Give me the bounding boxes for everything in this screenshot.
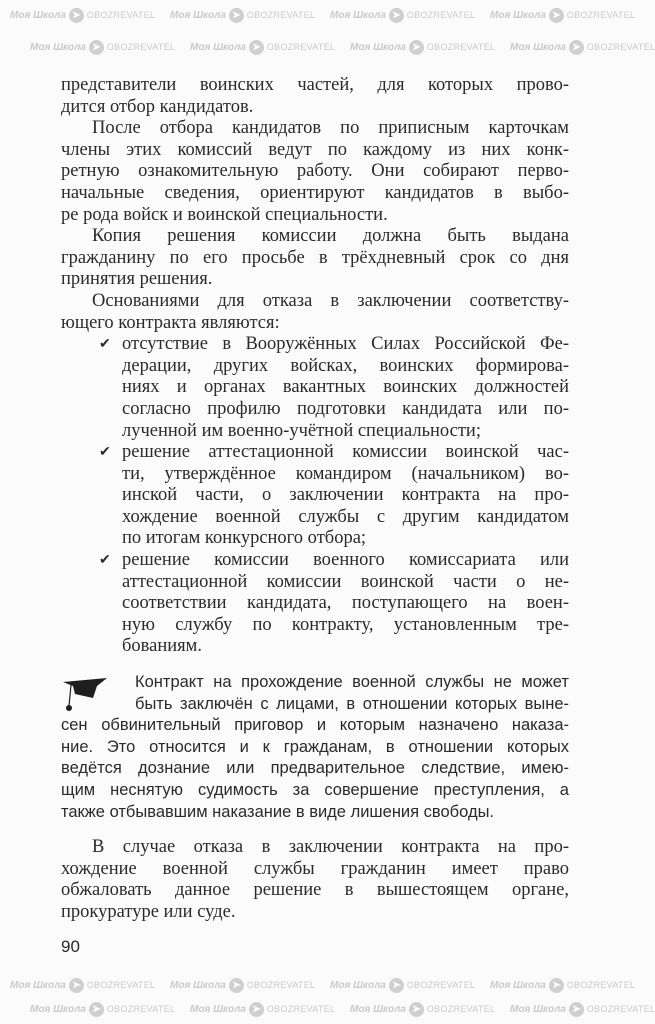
line-text: ющего контракта являются:	[61, 312, 280, 333]
line-text: обжаловать данное решение в вышестоящем органе,	[61, 880, 569, 901]
line-text: по итогам конкурсного отбора;	[122, 528, 367, 549]
watermark-brand: OBOZREVATEL	[266, 42, 336, 53]
watermark	[190, 1002, 335, 1017]
text-line	[61, 672, 569, 694]
paragraph	[61, 291, 569, 334]
watermark-brand: OBOZREVATEL	[406, 10, 476, 21]
watermark-brand: OBOZREVATEL	[106, 1004, 176, 1015]
paragraph	[61, 226, 569, 291]
watermark-brand: OBOZREVATEL	[406, 980, 476, 991]
line-text: Контракт на прохождение военной службы не может	[135, 673, 569, 692]
watermark-brand: Моя Школа	[30, 1004, 86, 1016]
watermark-logo-icon: ➤	[89, 40, 104, 55]
watermark-brand: OBOZREVATEL	[586, 1004, 655, 1015]
line-text: инской части, о заключении контракта на про-	[122, 485, 569, 506]
watermark-brand: Моя Школа	[350, 1004, 406, 1016]
text-line	[61, 758, 569, 780]
line-text: бованиям.	[122, 636, 203, 657]
text-line	[61, 356, 569, 378]
watermark-brand: Моя Школа	[170, 980, 226, 992]
watermark	[510, 40, 655, 55]
watermark-logo-icon: ➤	[409, 40, 424, 55]
watermark-brand: Моя Школа	[510, 1004, 566, 1016]
watermark-brand: Моя Школа	[190, 42, 246, 54]
bullet-item	[61, 442, 569, 550]
watermark-logo-icon: ➤	[69, 8, 84, 23]
watermark-brand: OBOZREVATEL	[586, 42, 655, 53]
text-line	[61, 507, 569, 529]
text-line	[61, 615, 569, 637]
line-text: лученной им военно-учётной специальности;	[122, 420, 481, 441]
watermark-logo-icon: ➤	[69, 978, 84, 993]
text-line	[61, 118, 569, 140]
text-line	[61, 528, 569, 550]
line-text: аттестационной комиссии воинской части о не-	[122, 571, 569, 592]
text-line	[61, 464, 569, 486]
line-text: ние. Это относится и к гражданам, в отношении которых	[61, 737, 569, 756]
line-text: После отбора кандидатов по приписным карточкам	[92, 118, 569, 139]
watermark-logo-icon: ➤	[389, 978, 404, 993]
text-line	[61, 269, 569, 291]
watermark	[510, 1002, 655, 1017]
line-text: быть заключён с лицами, в отношении которых выне-	[135, 694, 569, 713]
checkmark-bullet-icon: ✔	[99, 337, 111, 353]
text-line	[61, 902, 569, 924]
bullet-item	[61, 550, 569, 658]
line-text: прокуратуре или суде.	[61, 901, 236, 922]
spacer	[61, 658, 569, 672]
text-line	[61, 377, 569, 399]
line-text: ниях и органах вакантных воинских должностей	[122, 377, 569, 398]
text-line	[61, 291, 569, 313]
watermark-brand: Моя Школа	[190, 1004, 246, 1016]
watermark-brand: Моя Школа	[350, 42, 406, 54]
text-line	[61, 572, 569, 594]
watermark-logo-icon: ➤	[569, 1002, 584, 1017]
watermark-brand: Моя Школа	[10, 980, 66, 992]
watermark-brand: OBOZREVATEL	[566, 980, 636, 991]
checkmark-bullet-icon: ✔	[99, 553, 111, 569]
line-text: гражданину по его просьбе в трёхдневный срок со дня	[61, 247, 569, 268]
text-line	[61, 636, 569, 658]
paragraph	[61, 118, 569, 226]
watermark	[350, 1002, 495, 1017]
line-text: соответствии кандидата, поступающего на воен-	[122, 593, 569, 614]
text-line	[61, 550, 569, 572]
watermark	[190, 40, 335, 55]
line-text: решение аттестационной комиссии воинской час-	[122, 442, 569, 463]
watermark-brand: OBOZREVATEL	[246, 980, 316, 991]
bullet-item	[61, 334, 569, 442]
watermark-brand: OBOZREVATEL	[86, 10, 156, 21]
text-line	[61, 75, 569, 97]
page-content	[61, 75, 569, 924]
watermark-brand: OBOZREVATEL	[426, 42, 496, 53]
watermark-brand: Моя Школа	[510, 42, 566, 54]
line-text: Копия решения комиссии должна быть выдана	[92, 226, 569, 247]
graduation-cap-icon	[61, 676, 113, 716]
line-text: ную службу по контракту, установленным тре-	[122, 614, 569, 635]
text-line	[61, 780, 569, 802]
watermark	[30, 1002, 175, 1017]
watermark-brand: Моя Школа	[330, 980, 386, 992]
line-text: представители воинских частей, для которых прово-	[61, 75, 569, 95]
text-line	[61, 859, 569, 881]
line-text: дерации, других войсках, воинских формирова-	[122, 355, 569, 376]
watermark	[490, 8, 635, 23]
watermark-brand: OBOZREVATEL	[246, 10, 316, 21]
text-line	[61, 399, 569, 421]
text-line	[61, 737, 569, 759]
text-line	[61, 313, 569, 335]
line-text: ре рода войск и воинской специальности.	[61, 204, 388, 225]
watermark-logo-icon: ➤	[389, 8, 404, 23]
note-box	[61, 672, 569, 823]
watermark-brand: Моя Школа	[170, 10, 226, 22]
watermark-brand: Моя Школа	[490, 10, 546, 22]
line-text: также отбывавшим наказание в виде лишения свободы.	[61, 802, 495, 821]
watermark-brand: Моя Школа	[10, 10, 66, 22]
line-text: согласно профилю подготовки кандидата или по-	[122, 398, 569, 419]
text-line	[61, 880, 569, 902]
line-text: хождение военной службы гражданин имеет право	[61, 858, 569, 879]
text-line	[61, 161, 569, 183]
watermark-logo-icon: ➤	[549, 8, 564, 23]
watermark	[30, 40, 175, 55]
text-line	[61, 715, 569, 737]
watermark	[350, 40, 495, 55]
line-text: щим неснятую судимость за совершение преступления, а	[61, 781, 569, 799]
watermark	[330, 978, 475, 993]
paragraph	[61, 75, 569, 118]
line-text: дится отбор кандидатов.	[61, 96, 254, 117]
text-line	[61, 694, 569, 716]
text-line	[61, 802, 569, 824]
line-text: В случае отказа в заключении контракта на про-	[92, 837, 569, 858]
watermark-brand: OBOZREVATEL	[566, 10, 636, 21]
watermark-brand: Моя Школа	[490, 980, 546, 992]
watermark-brand: Моя Школа	[330, 10, 386, 22]
watermark-logo-icon: ➤	[89, 1002, 104, 1017]
watermark-brand: OBOZREVATEL	[106, 42, 176, 53]
line-text: решение комиссии военного комиссариата или	[122, 550, 569, 571]
watermark	[10, 8, 155, 23]
line-text: начальные сведения, ориентируют кандидатов в выбо-	[61, 182, 569, 203]
checkmark-bullet-icon: ✔	[99, 445, 111, 461]
textbook-page	[61, 75, 569, 957]
watermark-logo-icon: ➤	[249, 1002, 264, 1017]
line-text: принятия решения.	[61, 269, 213, 290]
line-text: члены этих комиссий ведут по каждому из них конк-	[61, 139, 569, 160]
watermark-brand: OBOZREVATEL	[266, 1004, 336, 1015]
line-text: Основаниями для отказа в заключении соответству-	[92, 290, 569, 311]
watermark-logo-icon: ➤	[549, 978, 564, 993]
text-line	[61, 205, 569, 227]
line-text: ти, утверждённое командиром (начальником) во-	[122, 463, 569, 484]
watermark	[170, 978, 315, 993]
text-line	[61, 183, 569, 205]
paragraph	[61, 837, 569, 923]
watermark	[10, 978, 155, 993]
watermark-brand: OBOZREVATEL	[86, 980, 156, 991]
watermark-brand: Моя Школа	[30, 42, 86, 54]
text-line	[61, 421, 569, 443]
text-line	[61, 97, 569, 119]
line-text: отсутствие в Вооружённых Силах Российской Фе-	[122, 334, 569, 355]
text-line	[61, 485, 569, 507]
text-line	[61, 442, 569, 464]
text-line	[61, 593, 569, 615]
spacer	[61, 823, 569, 837]
watermark-logo-icon: ➤	[229, 8, 244, 23]
watermark	[330, 8, 475, 23]
text-line	[61, 837, 569, 859]
watermark-logo-icon: ➤	[569, 40, 584, 55]
watermark-logo-icon: ➤	[409, 1002, 424, 1017]
text-line	[61, 140, 569, 162]
line-text: ведётся дознание или предварительное следствие, имею-	[61, 759, 569, 778]
watermark-logo-icon: ➤	[249, 40, 264, 55]
text-line	[61, 334, 569, 356]
watermark-brand: OBOZREVATEL	[426, 1004, 496, 1015]
watermark	[170, 8, 315, 23]
page-number: 90	[61, 936, 80, 956]
line-text: хождение военной службы с другим кандидатом	[122, 506, 569, 527]
text-line	[61, 226, 569, 248]
watermark	[490, 978, 635, 993]
text-line	[61, 248, 569, 270]
watermark-logo-icon: ➤	[229, 978, 244, 993]
line-text: ретную ознакомительную работу. Они собирают перво-	[61, 161, 569, 182]
line-text: сен обвинительный приговор и которым назначено наказа-	[61, 716, 569, 735]
